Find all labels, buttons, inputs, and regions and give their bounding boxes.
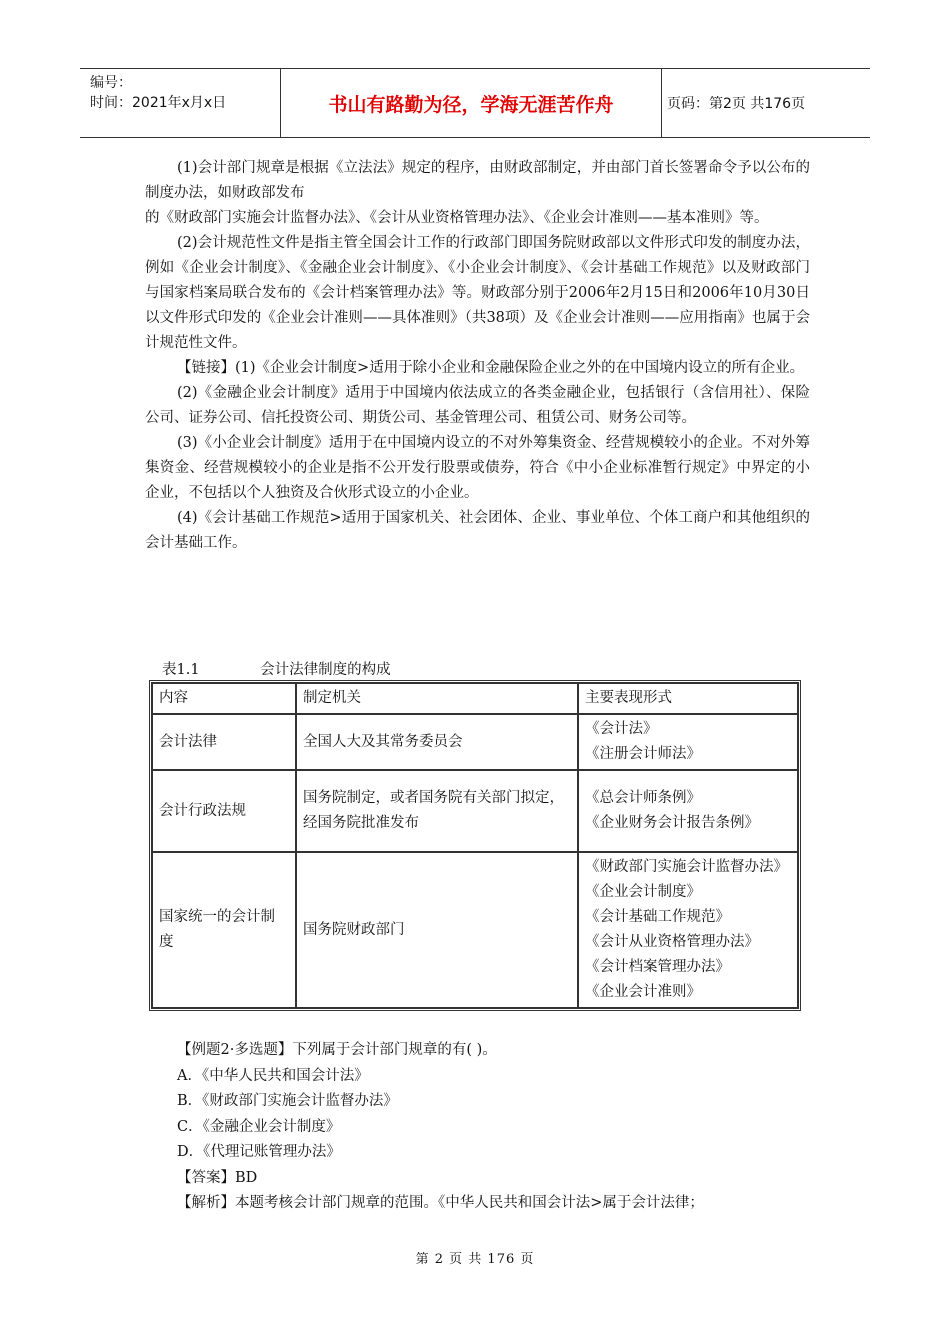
cell-authority	[296, 770, 578, 852]
cell-content: 国家统一的会计制度	[152, 852, 296, 1008]
paragraph: 的《财政部门实施会计监督办法》、《会计从业资格管理办法》、《企业会计准则——基本准则》等。	[145, 210, 769, 226]
option-d: D．《代理记账管理办法》	[177, 1144, 341, 1160]
table-row	[152, 770, 798, 852]
table-title: 会计法律制度的构成	[260, 662, 391, 678]
header-cell-authority: 制定机关	[296, 683, 578, 714]
cell-forms	[578, 852, 798, 1008]
form-item: 《企业会计制度》	[585, 884, 701, 900]
paragraph: (4)《会计基础工作规范>适用于国家机关、社会团体、企业、事业单位、个体工商户和其他组织的会计基础工作。	[145, 510, 810, 551]
form-item: 《总会计师条例》	[585, 790, 701, 806]
form-item: 《企业会计准则》	[585, 984, 701, 1000]
paragraph: (3)《小企业会计制度》适用于在中国境内设立的不对外筹集资金、经营规模较小的企业。不对外筹集资金、经营规模较小的企业是指不公开发行股票或债券，符合《中小企业标准暂行规定》中界定的小企业，不包括以个人独资及合伙形式设立的小企业。	[145, 435, 810, 501]
question-text: 【例题2·多选题】下列属于会计部门规章的有( )。	[177, 1042, 497, 1058]
analysis-text: 【解析】本题考核会计部门规章的范围。《中华人民共和国会计法>属于会计法律；	[177, 1195, 704, 1211]
cell-forms	[578, 770, 798, 852]
header-page-label: 页码：第2页 共176页	[667, 96, 806, 112]
answer-text: 【答案】BD	[177, 1169, 258, 1186]
paragraph: (1)会计部门规章是根据《立法法》规定的程序，由财政部制定，并由部门首长签署命令予以公布的制度办法，如财政部发布	[145, 160, 810, 201]
document-time-label: 时间：2021年x月x日	[90, 95, 227, 111]
form-item: 《会计基础工作规范》	[585, 909, 730, 925]
paragraph: (2)《金融企业会计制度》适用于中国境内依法成立的各类金融企业，包括银行（含信用社）、保险公司、证券公司、信托投资公司、期货公司、基金管理公司、租赁公司、财务公司等。	[145, 385, 810, 426]
form-item: 《会计从业资格管理办法》	[585, 934, 759, 950]
table-caption	[162, 658, 391, 679]
header-meta	[80, 69, 281, 137]
cell-authority: 国务院财政部门	[296, 852, 578, 1008]
authority-line: 国务院制定，或者国务院有关部门拟定，	[303, 790, 564, 806]
table-row	[152, 852, 798, 1008]
document-number-label: 编号：	[90, 75, 132, 91]
accounting-law-table	[149, 680, 801, 1011]
cell-forms	[578, 714, 798, 770]
table-row	[152, 714, 798, 770]
table-number: 表1.1	[162, 662, 200, 678]
cell-content: 会计法律	[152, 714, 296, 770]
form-item: 《注册会计师法》	[585, 746, 701, 762]
authority-line: 经国务院批准发布	[303, 815, 419, 831]
page-footer: 第 2 页 共 176 页	[415, 1252, 535, 1267]
header-cell-content: 内容	[152, 683, 296, 714]
table-header-row	[152, 683, 798, 714]
example-question	[145, 1038, 810, 1217]
header-cell-forms: 主要表现形式	[578, 683, 798, 714]
option-a: A．《中华人民共和国会计法》	[177, 1067, 369, 1084]
form-item: 《会计法》	[585, 721, 658, 737]
form-item: 《会计档案管理办法》	[585, 959, 730, 975]
cell-authority: 全国人大及其常务委员会	[296, 714, 578, 770]
paragraph: 【链接】(1)《企业会计制度>适用于除小企业和金融保险企业之外的在中国境内设立的所有企业。	[177, 360, 805, 376]
form-item: 《财政部门实施会计监督办法》	[585, 859, 788, 875]
form-item: 《企业财务会计报告条例》	[585, 815, 759, 831]
cell-content: 会计行政法规	[152, 770, 296, 852]
paragraph: (2)会计规范性文件是指主管全国会计工作的行政部门即国务院财政部以文件形式印发的制度办法，例如《企业会计制度》、《金融企业会计制度》、《小企业会计制度》、《会计基础工作规范》以及财政部门与国家档案局联合发布的《会计档案管理办法》等。财政部分别于2006年2月15日和2006年10月30日以文件形式印发的《企业会计准则——具体准则》（共38项）及《企业会计准则——应用指南》也属于会计规范性文件。	[145, 235, 810, 351]
header-motto: 书山有路勤为径，学海无涯苦作舟	[281, 69, 662, 137]
body-text	[145, 156, 810, 556]
page-header	[80, 68, 870, 138]
option-b: B．《财政部门实施会计监督办法》	[177, 1093, 398, 1109]
option-c: C．《金融企业会计制度》	[177, 1118, 341, 1135]
